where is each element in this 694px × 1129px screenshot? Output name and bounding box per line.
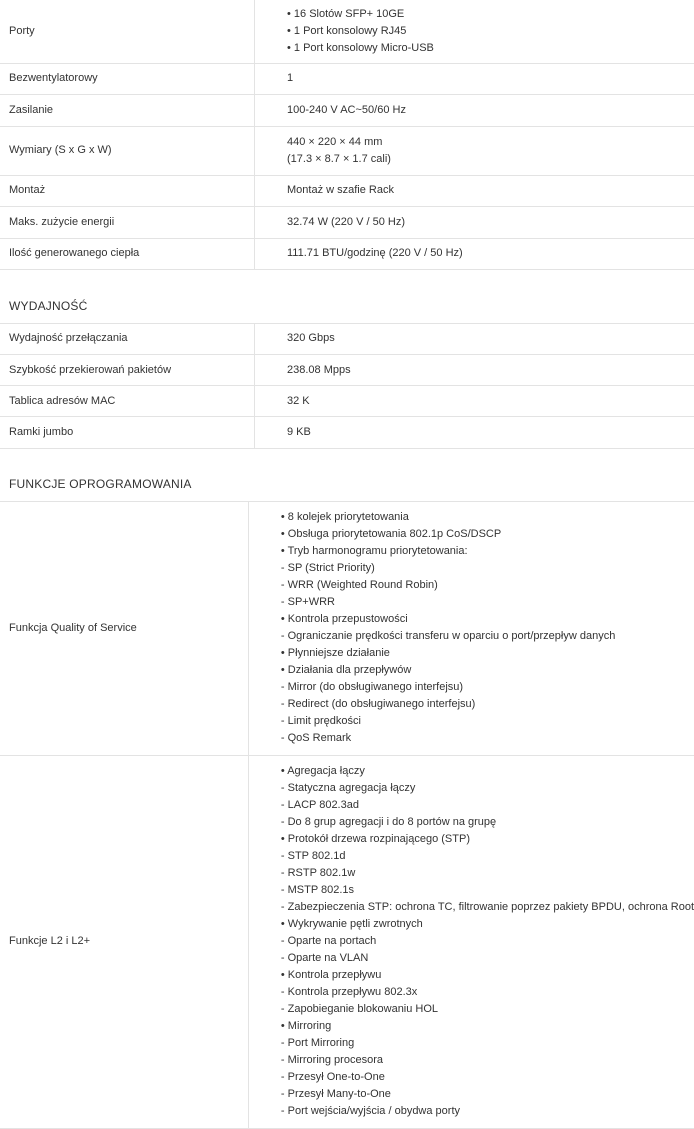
value-line: - Przesył Many-to-One [281,1086,694,1103]
value-line: 32 K [287,393,694,410]
value-line: • 16 Slotów SFP+ 10GE [287,6,694,23]
spec-label: Montaż [0,175,255,206]
spec-row-mounting [0,175,694,206]
value-line: • Wykrywanie pętli zwrotnych [281,916,694,933]
value-line: • Mirroring [281,1018,694,1035]
spec-label: Bezwentylatorowy [0,63,255,94]
value-line: Montaż w szafie Rack [287,182,694,199]
value-line: - Limit prędkości [281,713,694,730]
value-line: 1 [287,70,694,87]
value-line: (17.3 × 8.7 × 1.7 cali) [287,151,694,168]
spec-value [248,502,694,755]
software-table [0,502,694,1129]
value-line: • 1 Port konsolowy RJ45 [287,23,694,40]
value-line: 9 KB [287,424,694,441]
spec-value [255,206,694,238]
value-line: - Oparte na portach [281,933,694,950]
value-line: - Przesył One-to-One [281,1069,694,1086]
spec-value [248,755,694,1128]
spec-row-jumbo-frames [0,417,694,449]
value-line: - SP (Strict Priority) [281,560,694,577]
spec-row-forwarding-rate [0,355,694,386]
spec-row-heat [0,238,694,269]
spec-label: Zasilanie [0,94,255,126]
value-line: - QoS Remark [281,730,694,747]
section-title-software: FUNKCJE OPROGRAMOWANIA [0,449,694,502]
value-line: - STP 802.1d [281,848,694,865]
value-line: • Tryb harmonogramu priorytetowania: [281,543,694,560]
value-line: • Protokół drzewa rozpinającego (STP) [281,831,694,848]
spec-label: Funkcje L2 i L2+ [0,755,248,1128]
spec-value [255,238,694,269]
value-line: - Port Mirroring [281,1035,694,1052]
value-line: - LACP 802.3ad [281,797,694,814]
value-line: - Do 8 grup agregacji i do 8 portów na grupę [281,814,694,831]
spec-value [255,417,694,449]
value-line: - MSTP 802.1s [281,882,694,899]
value-line: 100-240 V AC~50/60 Hz [287,102,694,119]
spec-label: Porty [0,0,255,63]
value-line: - Zabezpieczenia STP: ochrona TC, filtrowanie poprzez pakiety BPDU, ochrona Root [281,899,694,916]
spec-row-fanless [0,63,694,94]
spec-row-ports [0,0,694,63]
value-line: • Kontrola przepływu [281,967,694,984]
spec-row-switching-capacity [0,324,694,355]
spec-label: Funkcja Quality of Service [0,502,248,755]
value-line: - WRR (Weighted Round Robin) [281,577,694,594]
value-line: - Ograniczanie prędkości transferu w oparciu o port/przepływ danych [281,628,694,645]
spec-value [255,94,694,126]
value-line: 320 Gbps [287,330,694,347]
value-line: • Agregacja łączy [281,763,694,780]
value-line: • Kontrola przepustowości [281,611,694,628]
value-line: • Działania dla przepływów [281,662,694,679]
value-line: - SP+WRR [281,594,694,611]
spec-label: Tablica adresów MAC [0,386,255,417]
spec-label: Ilość generowanego ciepła [0,238,255,269]
value-line: - Mirror (do obsługiwanego interfejsu) [281,679,694,696]
spec-value [255,355,694,386]
value-line: • 8 kolejek priorytetowania [281,509,694,526]
spec-label: Wydajność przełączania [0,324,255,355]
spec-value [255,386,694,417]
value-line: 32.74 W (220 V / 50 Hz) [287,214,694,231]
value-line: 440 × 220 × 44 mm [287,134,694,151]
value-line: - Oparte na VLAN [281,950,694,967]
spec-row-l2 [0,755,694,1128]
value-line: • 1 Port konsolowy Micro-USB [287,40,694,57]
spec-row-max-power [0,206,694,238]
value-line: - Redirect (do obsługiwanego interfejsu) [281,696,694,713]
spec-value [255,324,694,355]
spec-label: Ramki jumbo [0,417,255,449]
spec-value [255,0,694,63]
spec-label: Maks. zużycie energii [0,206,255,238]
spec-row-mac-table [0,386,694,417]
value-line: • Płynniejsze działanie [281,645,694,662]
spec-label: Wymiary (S x G x W) [0,126,255,175]
hardware-spec-table [0,0,694,270]
spec-value [255,126,694,175]
spec-label: Szybkość przekierowań pakietów [0,355,255,386]
value-line: • Obsługa priorytetowania 802.1p CoS/DSCP [281,526,694,543]
value-line: - Mirroring procesora [281,1052,694,1069]
spec-value [255,63,694,94]
value-line: - Kontrola przepływu 802.3x [281,984,694,1001]
spec-row-qos [0,502,694,755]
value-line: - Statyczna agregacja łączy [281,780,694,797]
spec-value [255,175,694,206]
value-line: - RSTP 802.1w [281,865,694,882]
value-line: - Port wejścia/wyjścia / obydwa porty [281,1103,694,1120]
section-title-performance: WYDAJNOŚĆ [0,270,694,324]
spec-row-power [0,94,694,126]
value-line: 111.71 BTU/godzinę (220 V / 50 Hz) [287,245,694,262]
value-line: 238.08 Mpps [287,362,694,379]
spec-row-dimensions [0,126,694,175]
performance-table [0,324,694,450]
value-line: - Zapobieganie blokowaniu HOL [281,1001,694,1018]
